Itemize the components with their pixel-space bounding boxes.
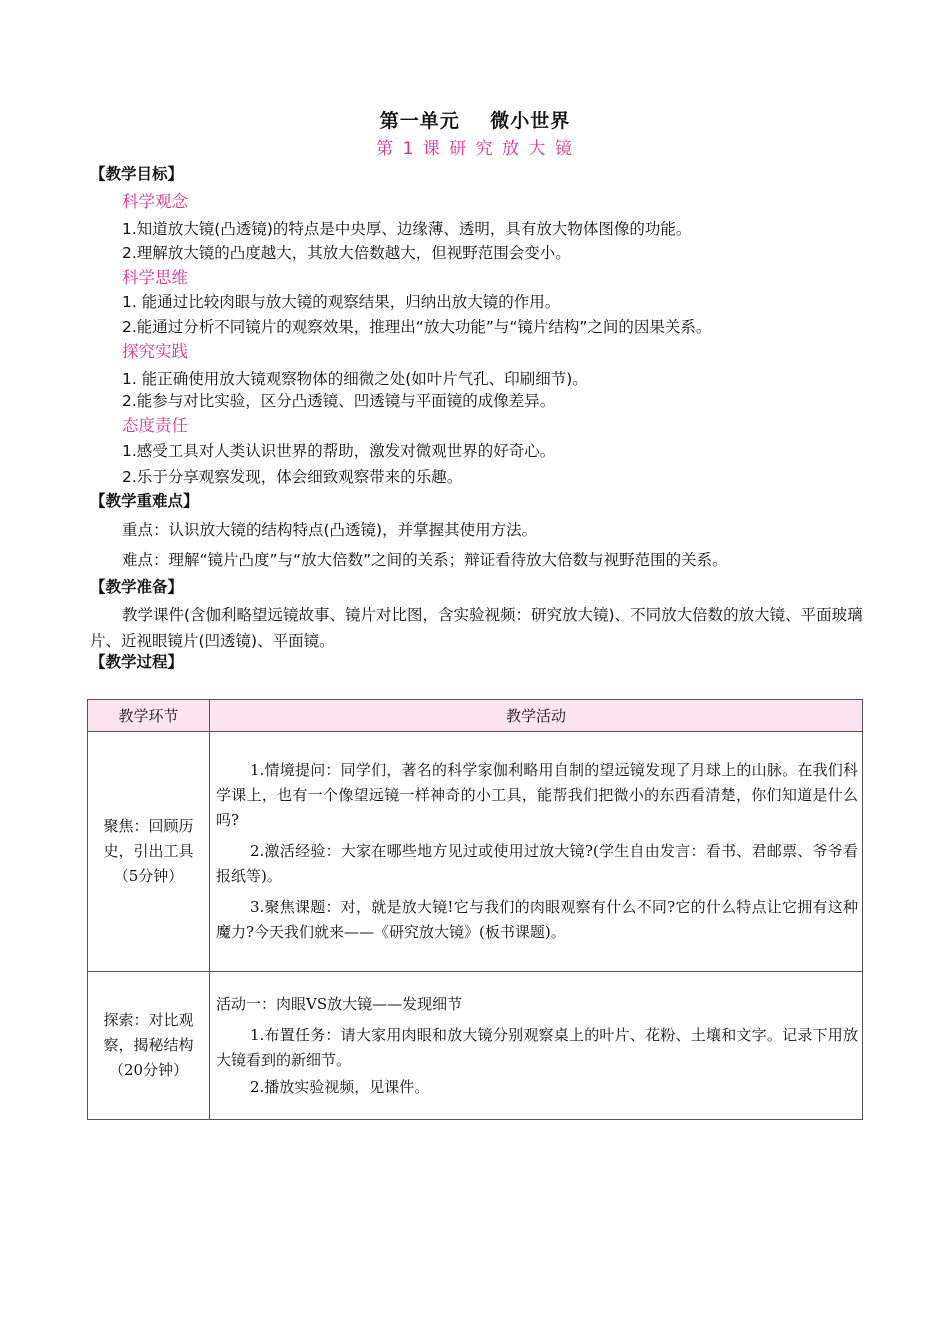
- activity-paragraph: 2.激活经验：大家在哪些地方见过或使用过放大镜?(学生自由发言：看书、君邮票、爷爷看报纸等)。: [216, 842, 858, 885]
- objective-item: 2.能通过分析不同镜片的观察效果，推理出“放大功能”与“镜片结构”之间的因果关系。: [122, 318, 712, 336]
- objective-item: 2.能参与对比实验，区分凸透镜、凹透镜与平面镜的成像差异。: [122, 392, 556, 410]
- table-header-stage: 教学环节: [88, 700, 210, 732]
- key-point-difficulty: 难点：理解“镜片凸度”与“放大倍数”之间的关系；辩证看待放大倍数与视野范围的关系。: [122, 551, 728, 569]
- objective-item: 2.理解放大镜的凸度越大，其放大倍数越大，但视野范围会变小。: [122, 244, 571, 262]
- objective-item: 1.知道放大镜(凸透镜)的特点是中央厚、边缘薄、透明，具有放大物体图像的功能。: [122, 220, 692, 238]
- table-row: [88, 972, 863, 1120]
- section-title-attitude: 态度责任: [122, 416, 188, 435]
- lesson-title: 第 1 课 研 究 放 大 镜: [376, 139, 574, 159]
- table-header-row: [88, 700, 863, 732]
- activity-paragraph: 1.情境提问：同学们，著名的科学家伽利略用自制的望远镜发现了月球上的山脉。在我们科学课上，也有一个像望远镜一样神奇的小工具，能帮我们把微小的东西看清楚，你们知道是什么吗?: [216, 761, 858, 829]
- activity-paragraph: 1.布置任务：请大家用肉眼和放大镜分别观察桌上的叶片、花粉、土壤和文字。记录下用放大镜看到的新细节。: [216, 1025, 858, 1069]
- activity-paragraph: 2.播放实验视频，见课件。: [250, 1077, 430, 1096]
- activity-paragraph: 3.聚焦课题：对，就是放大镜!它与我们的肉眼观察有什么不同?它的什么特点让它拥有这种魔力?今天我们就来——《研究放大镜》(板书课题)。: [216, 898, 858, 941]
- key-points-heading: 【教学重难点】: [90, 492, 199, 510]
- stage-cell: 聚焦：回顾历史，引出工具（5分钟）: [88, 732, 210, 972]
- objective-item: 2.乐于分享观察发现，体会细致观察带来的乐趣。: [122, 468, 463, 486]
- table-row: [88, 732, 863, 972]
- objective-item: 1. 能正确使用放大镜观察物体的细微之处(如叶片气孔、印刷细节)。: [122, 370, 588, 388]
- activity-title: 活动一：肉眼VS放大镜——发现细节: [216, 994, 463, 1013]
- preparation-heading: 【教学准备】: [90, 578, 184, 596]
- objective-item: 1. 能通过比较肉眼与放大镜的观察结果，归纳出放大镜的作用。: [122, 293, 561, 311]
- table-header-activity: 教学活动: [210, 700, 863, 732]
- stage-cell: 探索：对比观察，揭秘结构（20分钟）: [88, 972, 210, 1120]
- unit-title: 第一单元 微小世界: [379, 110, 571, 132]
- objective-item: 1.感受工具对人类认识世界的帮助，激发对微观世界的好奇心。: [122, 442, 556, 460]
- section-title-thinking: 科学思维: [122, 268, 188, 287]
- objectives-heading: 【教学目标】: [90, 165, 184, 183]
- activity-cell: [210, 972, 863, 1120]
- process-table: [87, 699, 863, 1120]
- process-heading: 【教学过程】: [90, 653, 184, 671]
- section-title-concept: 科学观念: [122, 192, 188, 211]
- section-title-practice: 探究实践: [122, 342, 188, 361]
- preparation-text: 教学课件(含伽利略望远镜故事、镜片对比图，含实验视频：研究放大镜)、不同放大倍数的放大镜、平面玻璃片、近视眼镜片(凹透镜)、平面镜。: [90, 606, 863, 650]
- activity-cell: [210, 732, 863, 972]
- key-point-focus: 重点：认识放大镜的结构特点(凸透镜)，并掌握其使用方法。: [122, 521, 538, 539]
